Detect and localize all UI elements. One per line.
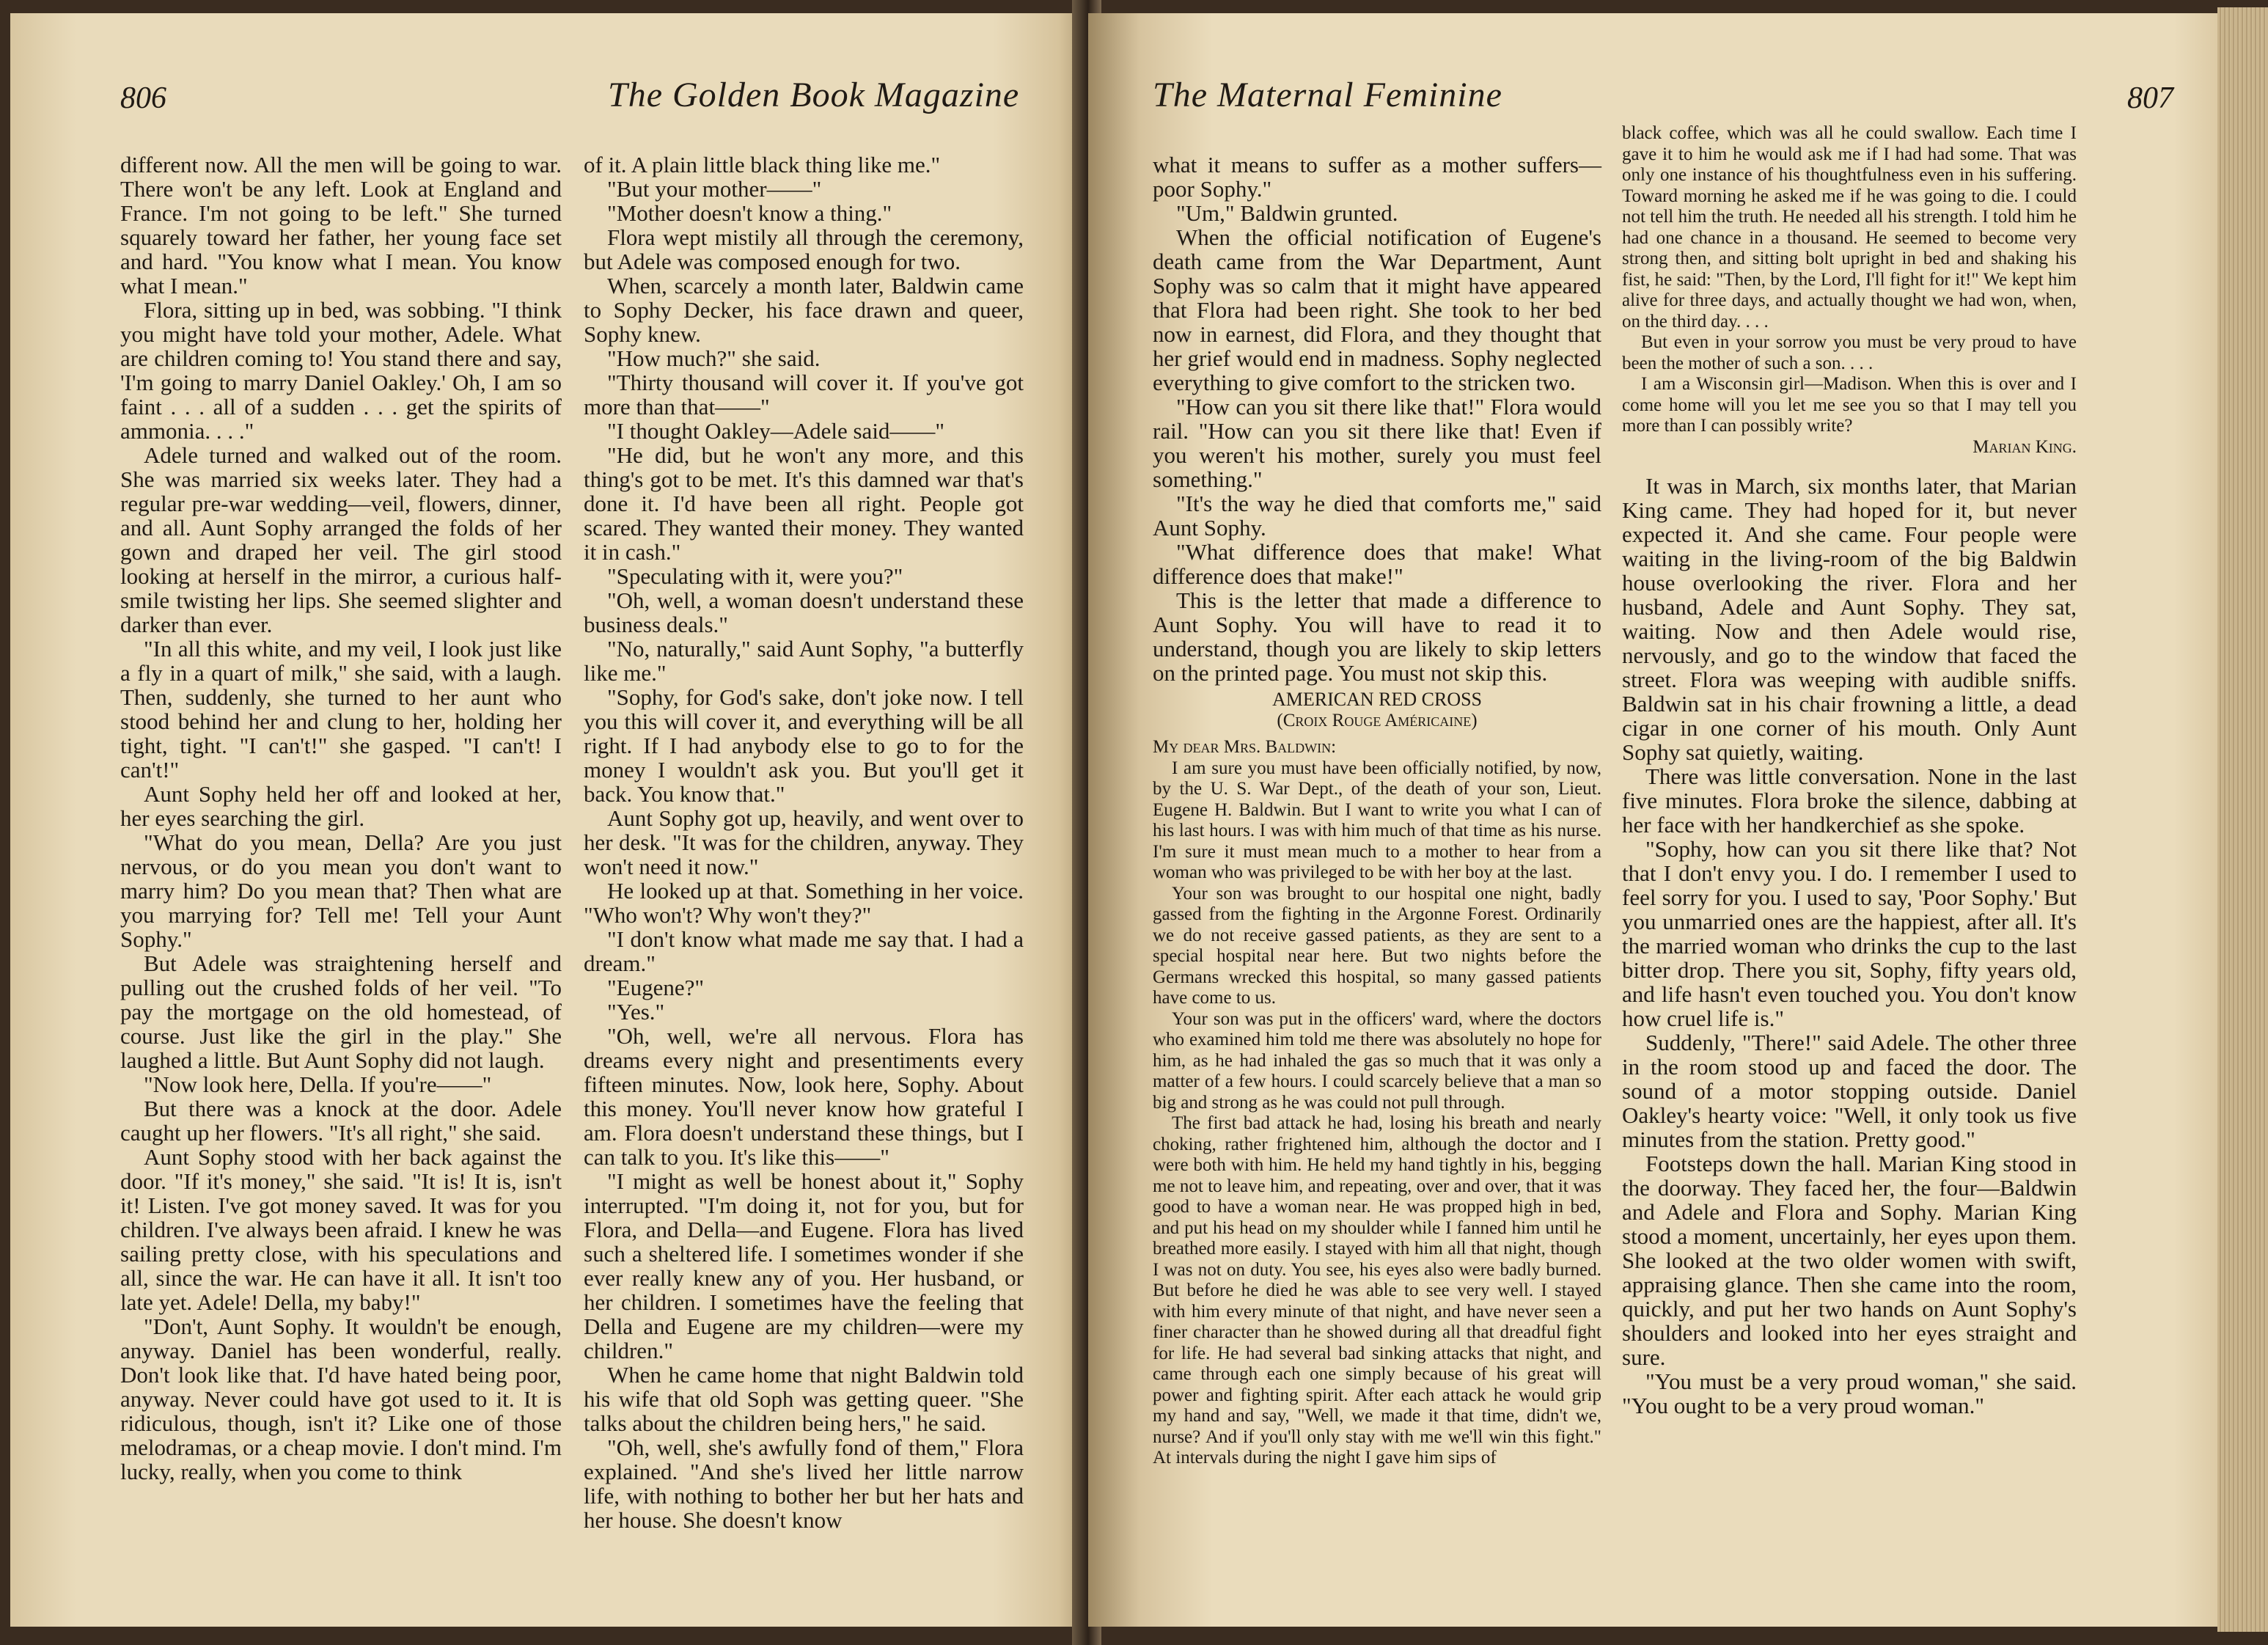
page-edges: [2217, 7, 2268, 1632]
letter-continuation: [1622, 123, 2077, 437]
paragraph: When the official notification of Eugene's death came from the War Department, Aunt Sophy was so calm that it might have appeared that Flora had been right. She took to her bed now in earnest, did Flora, and they thought that her grief would end in madness. Sophy neglected everything to give comfort to the stricken two.: [1153, 224, 1601, 395]
paragraph: "What do you mean, Della? Are you just nervous, or do you mean you don't want to marry him? Do you mean that? Then what are you marrying for? Tell me! Tell your Aunt Sophy.": [120, 829, 562, 952]
paragraph: "Oh, well, we're all nervous. Flora has dreams every night and presentiments every fifteen minutes. Now, look here, Sophy. About this money. You'll never know how grateful I am. Flora doesn't understand these things, but I can talk to you. It's like this——": [584, 1023, 1024, 1170]
letter-heading: AMERICAN RED CROSS: [1271, 689, 1483, 710]
paragraph: When he came home that night Baldwin told his wife that old Soph was getting queer. "She talks about the children being hers," he said.: [584, 1362, 1024, 1436]
paragraph: "Oh, well, she's awfully fond of them," Flora explained. "And she's lived her little narrow life, with nothing to bother her but her hats and her house. She doesn't know: [584, 1435, 1024, 1533]
paragraph: Flora, sitting up in bed, was sobbing. "I think you might have told your mother, Adele. What are children coming to! You stand there and say, 'I'm going to marry Daniel Oakley.' Oh, I am so faint . . . all of a sudden . . . get the spirits of ammonia. . . .": [120, 297, 562, 444]
right-column-1: [1153, 153, 1601, 1469]
paragraph: But there was a knock at the door. Adele caught up her flowers. "It's all right," she said.: [120, 1096, 562, 1146]
running-head: The Maternal Feminine: [1153, 76, 1502, 114]
left-column-2: [584, 153, 1024, 1532]
paragraph: "I thought Oakley—Adele said——": [607, 418, 945, 444]
right-page: [1088, 13, 2228, 1627]
paragraph: "What difference does that make! What difference does that make!": [1153, 539, 1601, 589]
paragraph: "Now look here, Della. If you're——": [144, 1071, 492, 1097]
paragraph: This is the letter that made a difference to Aunt Sophy. You will have to read it to understand, though you are likely to skip letters on the printed page. You must not skip this.: [1153, 587, 1601, 686]
paragraph: I am sure you must have been officially notified, by now, by the U. S. War Dept., of the death of your son, Lieut. Eugene H. Baldwin. But I want to write you what I can of his last hours. I was with him much of that time as his nurse. I'm sure it must mean much to a mother to hear from a woman who was privileged to be with her boy at the last.: [1153, 758, 1601, 882]
paragraph: Your son was put in the officers' ward, where the doctors who examined him told me there was absolutely no hope for him, as he had inhaled the gas so much that it was only a matter of a few hours. I could scarcely believe that a man so big and strong as he was could not pull through.: [1153, 1008, 1601, 1113]
red-cross-letter: [1153, 689, 1601, 1469]
paragraph: I am a Wisconsin girl—Madison. When this is over and I come home will you let me see you so that I may tell you more than I can possibly write?: [1622, 374, 2077, 436]
letter-salutation: My dear Mrs. Baldwin:: [1153, 737, 1337, 757]
paragraph: It was in March, six months later, that Marian King came. They had hoped for it, but never expected it. And she came. Four people were waiting in the living-room of the big Baldwin house overlooking the river. Flora and her husband, Adele and Aunt Sophy. They sat, waiting. Now and then Adele would rise, nervously, and go to the window that faced the street. Flora was weeping with audible sniffs. Baldwin sat in his chair frowning a little, a dead cigar in one corner of his mouth. Only Aunt Sophy sat quietly, waiting.: [1622, 473, 2077, 765]
paragraph: He looked up at that. Something in her voice. "Who won't? Why won't they?": [584, 878, 1024, 928]
paragraph: The first bad attack he had, losing his breath and nearly choking, rather frightened him, although the doctor and I were both with him. He held my hand tightly in his, begging me not to leave him, and repeating, over and over, that it was good to have a woman near. He was propped high in bed, and put his head on my shoulder while I fanned him until he breathed more easily. I stayed with him all that night, though I was not on duty. You see, his eyes also were badly burned. But before he died he was able to see very well. I stayed with him every minute of that night, and have never seen a finer character than he showed during all that dreadful fight for life. He had several bad sinking attacks that night, and came through each one simply because of his great will power and fighting spirit. After each attack he would grip my hand and say, "Well, we made it that time, didn't we, nurse? And if you'll only stay with me we'll win this fight." At intervals during the night I gave him sips of: [1153, 1113, 1601, 1468]
paragraph: "Speculating with it, were you?": [607, 563, 903, 589]
paragraph: "Um," Baldwin grunted.: [1176, 200, 1398, 226]
narrative-text: [1622, 474, 2077, 1418]
paragraph: "How much?" she said.: [607, 345, 821, 371]
paragraph: "I might as well be honest about it," Sophy interrupted. "I'm doing it, not for you, but for Flora, and Della—and Eugene. Flora has lived such a sheltered life. I sometimes wonder if she ever really knew any of you. Her husband, or her children. I sometimes have the feeling that Della and Eugene are my children—were my children.": [584, 1168, 1024, 1363]
paragraph: "He did, but he won't any more, and this thing's got to be met. It's this damned war that's done it. I'd have been all right. People got scared. They wanted their money. They wanted it in cash.": [584, 442, 1024, 565]
letter-body: [1153, 758, 1601, 1469]
paragraph: Suddenly, "There!" said Adele. The other three in the room stood up and faced the door. The sound of a motor stopping outside. Daniel Oakley's hearty voice: "Well, it only took us five minutes from the station. Pretty good.": [1622, 1030, 2077, 1152]
paragraph: "Don't, Aunt Sophy. It wouldn't be enough, anyway. Daniel has been wonderful, really. Don't look like that. I'd have hated being poor, anyway. Never could have got used to it. It is ridiculous, though, isn't it? Like one of those melodramas, or a cheap movie. I don't mind. I'm lucky, really, when you come to think: [120, 1314, 562, 1484]
paragraph: Flora wept mistily all through the ceremony, but Adele was composed enough for two.: [584, 224, 1024, 274]
paragraph: "No, naturally," said Aunt Sophy, "a butterfly like me.": [584, 636, 1024, 686]
right-column-2: [1622, 123, 2077, 1418]
running-head: The Golden Book Magazine: [608, 76, 1020, 114]
paragraph: of it. A plain little black thing like me.": [584, 152, 941, 177]
page-number: 807: [2127, 81, 2173, 115]
paragraph: "How can you sit there like that!" Flora would rail. "How can you sit there like that! Even if you weren't his mother, surely you must feel something.": [1153, 394, 1601, 492]
paragraph: Aunt Sophy got up, heavily, and went over to her desk. "It was for the children, anyway. They won't need it now.": [584, 805, 1024, 879]
paragraph: "Sophy, how can you sit there like that? Not that I don't envy you. I do. I remember I used to feel sorry for you. I used to say, 'Poor Sophy.' But you unmarried ones are the happiest, after all. It's the married woman who drinks the cup to the last bitter drop. There you sit, Sophy, fifty years old, and life hasn't even touched you. You don't know how cruel life is.": [1622, 836, 2077, 1031]
paragraph: Aunt Sophy stood with her back against the door. "If it's money," she said. "It is! It is, isn't it! Listen. I've got money saved. It was for you children. I've always been afraid. I knew he was sailing pretty close, with his speculations and all, since the war. He can have it all. It isn't too late yet. Adele! Della, my baby!": [120, 1144, 562, 1315]
letter-subheading: (Croix Rouge Américaine): [1277, 710, 1478, 730]
paragraph: "You must be a very proud woman," she said. "You ought to be a very proud woman.": [1622, 1369, 2077, 1418]
left-page: [10, 13, 1082, 1627]
paragraph: different now. All the men will be going to war. There won't be any left. Look at England and France. I'm not going to be left." She turned squarely toward her father, her young face set and hard. "You know what I mean. You know what I mean.": [120, 152, 562, 298]
paragraph: "Mother doesn't know a thing.": [607, 200, 892, 226]
paragraph: "I don't know what made me say that. I had a dream.": [584, 926, 1024, 976]
paragraph: "Yes.": [607, 999, 665, 1025]
paragraph: "Sophy, for God's sake, don't joke now. I tell you this will cover it, and everything will be all right. If I had anybody else to go to for the money I wouldn't ask you. But you'll get it back. You know that.": [584, 684, 1024, 807]
left-column-1: [120, 153, 562, 1484]
paragraph: Your son was brought to our hospital one night, badly gassed from the fighting in the Argonne Forest. Ordinarily we do not receive gassed patients, as they are sent to a special hospital near here. But two nights before the Germans wrecked this hospital, so many gassed patients have come to us.: [1153, 883, 1601, 1008]
paragraph: Aunt Sophy held her off and looked at her, her eyes searching the girl.: [120, 781, 562, 831]
paragraph: But even in your sorrow you must be very proud to have been the mother of such a son. . . .: [1622, 332, 2077, 373]
page-number: 806: [120, 81, 166, 115]
letter-signature: Marian King.: [1972, 436, 2077, 457]
paragraph: what it means to suffer as a mother suffers—poor Sophy.": [1153, 152, 1601, 202]
paragraph: "But your mother——": [607, 176, 822, 202]
paragraph: Footsteps down the hall. Marian King stood in the doorway. They faced her, the four—Baldwin and Adele and Flora and Sophy. Marian King stood a moment, uncertainly, her eyes upon them. She looked at the two older women with swift, appraising glance. Then she came into the room, quickly, and put her two hands on Aunt Sophy's shoulders and looked into her eyes straight and sure.: [1622, 1151, 2077, 1370]
paragraph: "It's the way he died that comforts me," said Aunt Sophy.: [1153, 491, 1601, 541]
paragraph: But Adele was straightening herself and pulling out the crushed folds of her veil. "To pay the mortgage on the old homestead, of course. Just like the girl in the play." She laughed a little. But Aunt Sophy did not laugh.: [120, 950, 562, 1073]
paragraph: "In all this white, and my veil, I look just like a fly in a quart of milk," she said, with a laugh. Then, suddenly, she turned to her aunt who stood behind her and clung to her, holding her tight, tight. "I can't!" she gasped. "I can't! I can't!": [120, 636, 562, 783]
paragraph: Adele turned and walked out of the room. She was married six weeks later. They had a regular pre-war wedding—veil, flowers, dinner, and all. Aunt Sophy arranged the folds of her gown and draped her veil. The girl stood looking at herself in the mirror, a curious half-smile twisting her lips. She seemed slighter and darker than ever.: [120, 442, 562, 637]
narrative-text: [1153, 153, 1601, 685]
paragraph: "Thirty thousand will cover it. If you've got more than that——": [584, 370, 1024, 420]
paragraph: There was little conversation. None in the last five minutes. Flora broke the silence, dabbing at her face with her handkerchief as she spoke.: [1622, 763, 2077, 838]
paragraph: When, scarcely a month later, Baldwin came to Sophy Decker, his face drawn and queer, Sophy knew.: [584, 273, 1024, 347]
paragraph: "Oh, well, a woman doesn't understand these business deals.": [584, 587, 1024, 637]
paragraph: black coffee, which was all he could swallow. Each time I gave it to him he would ask me if I had had some. That was only one instance of his thoughtfulness even in his suffering. Toward morning he asked me if he was going to die. I could not tell him the truth. He needed all his strength. I told him he had one chance in a thousand. He seemed to become very strong then, and sitting bolt upright in bed and shaking his fist, he said: "Then, by the Lord, I'll fight for it!" We kept him alive for three days, and actually thought we had won, when, on the third day. . . .: [1622, 123, 2077, 331]
paragraph: "Eugene?": [607, 975, 705, 1000]
